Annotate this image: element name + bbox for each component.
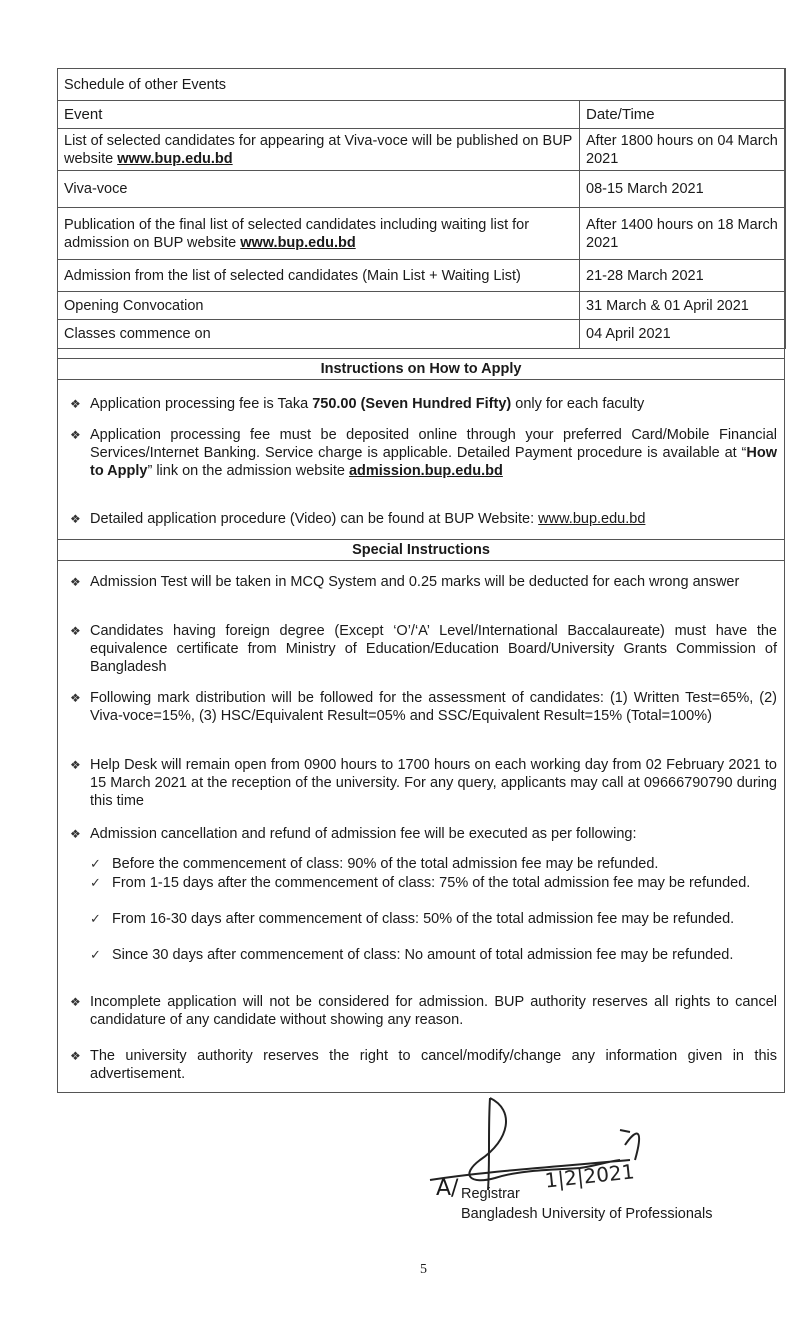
column-header-event: Event <box>58 101 580 129</box>
diamond-bullet-icon: ❖ <box>70 428 81 442</box>
svg-text:1|2|2021: 1|2|2021 <box>543 1159 636 1193</box>
check-mark-icon: ✓ <box>90 911 101 926</box>
diamond-bullet-icon: ❖ <box>70 827 81 841</box>
schedule-title: Schedule of other Events <box>58 69 786 101</box>
special-instructions-heading: Special Instructions <box>57 539 785 561</box>
how-to-apply-heading: Instructions on How to Apply <box>57 358 785 380</box>
list-item: ❖ Candidates having foreign degree (Except ‘O’/‘A’ Level/International Baccalaureate) must have the equivalence certificate from Ministry of Education/Education Board/University Grants Commission of Bangladesh <box>70 623 777 675</box>
event-cell: Admission from the list of selected candidates (Main List + Waiting List) <box>58 260 580 292</box>
bup-website-link[interactable]: www.bup.edu.bd <box>117 150 233 167</box>
check-mark-icon: ✓ <box>90 875 101 890</box>
list-item: ❖ Admission cancellation and refund of admission fee will be executed as per following: <box>70 826 637 842</box>
event-cell: Viva-voce <box>58 171 580 208</box>
datetime-cell: After 1400 hours on 18 March 2021 <box>580 208 786 260</box>
refund-item: ✓ From 16-30 days after commencement of class: 50% of the total admission fee may be refunded. <box>90 911 735 927</box>
signature-prefix: A/ <box>436 1176 459 1201</box>
list-item: ❖ Application processing fee must be deposited online through your preferred Card/Mobile Financial Services/Internet Banking. Service charge is applicable. Detailed Payment procedure is available at “How to Apply” link on the admission website admission.bup.edu.bd <box>70 427 777 479</box>
event-cell: List of selected candidates for appearing at Viva-voce will be published on BUP website www.bup.edu.bd <box>58 129 580 171</box>
list-item: ❖ The university authority reserves the right to cancel/modify/change any information given in this advertisement. <box>70 1048 777 1082</box>
signatory-title: Registrar <box>461 1186 520 1202</box>
datetime-cell: 04 April 2021 <box>580 320 786 349</box>
datetime-cell: After 1800 hours on 04 March 2021 <box>580 129 786 171</box>
list-item: ❖ Incomplete application will not be considered for admission. BUP authority reserves all rights to cancel candidature of any candidate without showing any reason. <box>70 994 777 1028</box>
datetime-cell: 08-15 March 2021 <box>580 171 786 208</box>
diamond-bullet-icon: ❖ <box>70 691 81 705</box>
table-row <box>58 208 786 260</box>
table-row <box>58 171 786 208</box>
list-item: ❖ Detailed application procedure (Video) can be found at BUP Website: www.bup.edu.bd <box>70 511 646 527</box>
event-cell: Classes commence on <box>58 320 580 349</box>
bup-website-link[interactable]: www.bup.edu.bd <box>240 234 356 251</box>
datetime-cell: 31 March & 01 April 2021 <box>580 292 786 320</box>
admission-website-link[interactable]: admission.bup.edu.bd <box>348 463 503 479</box>
page-number: 5 <box>420 1262 427 1277</box>
list-item: ❖ Help Desk will remain open from 0900 hours to 1700 hours on each working day from 02 February 2021 to 15 March 2021 at the reception of the university. For any query, applicants may call at 09666790790 during this time <box>70 757 777 809</box>
list-item: ❖ Following mark distribution will be followed for the assessment of candidates: (1) Written Test=65%, (2) Viva-voce=15%, (3) HSC/Equivalent Result=05% and SSC/Equivalent Result=15% (Total=100%) <box>70 690 777 724</box>
table-row <box>58 129 786 171</box>
diamond-bullet-icon: ❖ <box>70 512 81 526</box>
refund-item: ✓ From 1-15 days after the commencement of class: 75% of the total admission fee may be refunded. <box>90 875 751 891</box>
schedule-table <box>57 68 786 349</box>
table-row <box>58 292 786 320</box>
diamond-bullet-icon: ❖ <box>70 1049 81 1063</box>
table-row <box>58 260 786 292</box>
list-item: ❖ Admission Test will be taken in MCQ System and 0.25 marks will be deducted for each wrong answer <box>70 574 740 590</box>
bup-website-link[interactable]: www.bup.edu.bd <box>538 511 646 527</box>
event-cell: Publication of the final list of selected candidates including waiting list for admission on BUP website www.bup.edu.bd <box>58 208 580 260</box>
table-row <box>58 320 786 349</box>
list-item: ❖ Application processing fee is Taka 750.00 (Seven Hundred Fifty) only for each faculty <box>70 396 645 412</box>
refund-item: ✓ Before the commencement of class: 90% of the total admission fee may be refunded. <box>90 856 659 872</box>
event-cell: Opening Convocation <box>58 292 580 320</box>
refund-item: ✓ Since 30 days after commencement of class: No amount of total admission fee may be refunded. <box>90 947 734 963</box>
diamond-bullet-icon: ❖ <box>70 575 81 589</box>
signatory-organization: Bangladesh University of Professionals <box>461 1206 713 1222</box>
column-header-datetime: Date/Time <box>580 101 786 129</box>
check-mark-icon: ✓ <box>90 856 101 871</box>
diamond-bullet-icon: ❖ <box>70 397 81 411</box>
datetime-cell: 21-28 March 2021 <box>580 260 786 292</box>
diamond-bullet-icon: ❖ <box>70 758 81 772</box>
diamond-bullet-icon: ❖ <box>70 995 81 1009</box>
diamond-bullet-icon: ❖ <box>70 624 81 638</box>
check-mark-icon: ✓ <box>90 947 101 962</box>
